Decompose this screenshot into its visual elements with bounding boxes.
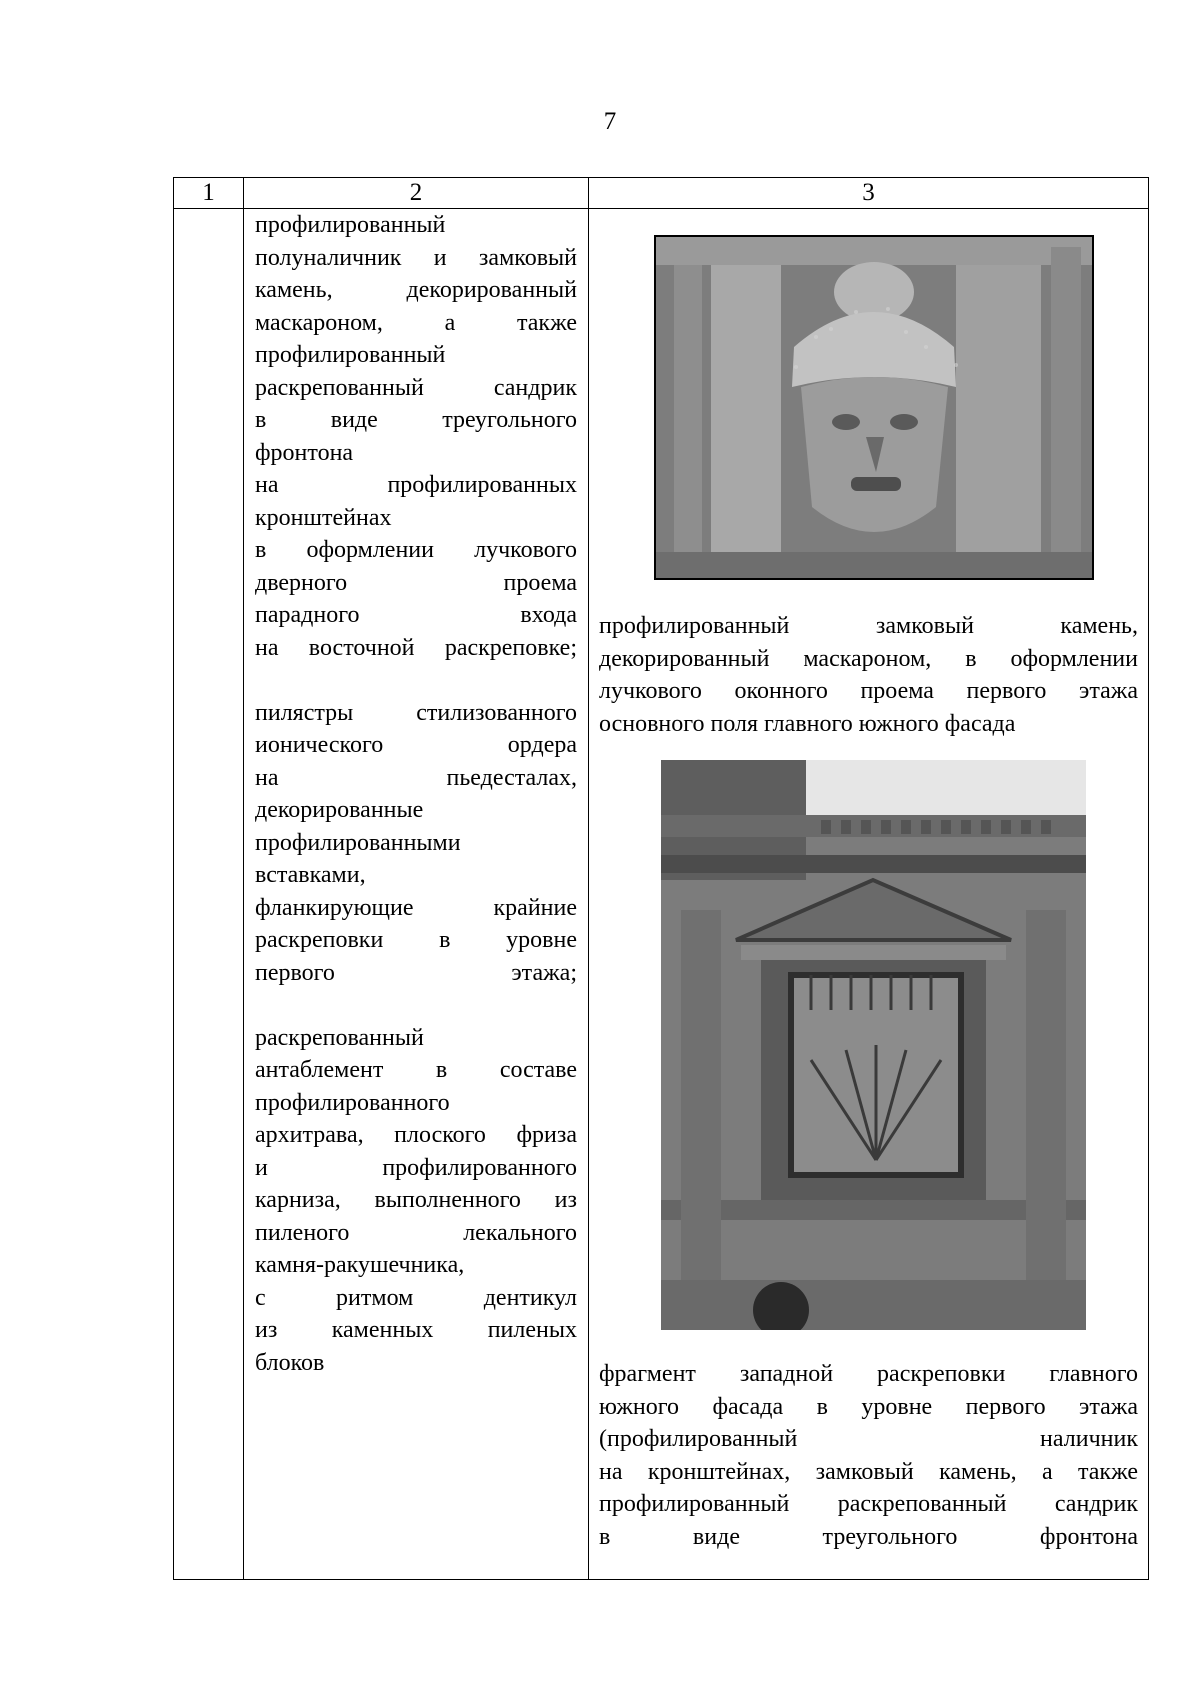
paragraph-gap	[255, 664, 577, 697]
mascaron-photo-image	[656, 237, 1092, 578]
text-line: в виде треугольного	[255, 407, 577, 433]
caption-line: профилированный замковый камень,	[599, 613, 1138, 639]
text-line: первого этажа;	[255, 959, 577, 986]
text-line: полуналичник и замковый	[255, 244, 577, 271]
text-line: из каменных пиленых	[255, 1317, 577, 1343]
west-projection-photo-caption	[599, 1358, 1138, 1553]
cell-col-3	[589, 209, 1149, 1580]
text-line: ионического ордера	[255, 732, 577, 758]
text-line: декорированные	[255, 797, 424, 823]
text-line: фланкирующие крайние	[255, 894, 577, 921]
text-line: маскароном, а также	[255, 309, 577, 336]
text-line: пилястры стилизованного	[255, 699, 577, 726]
text-line: профилированного	[255, 1089, 450, 1116]
table-header-row	[174, 178, 1149, 209]
text-line: пиленого лекального	[255, 1219, 577, 1246]
paragraph-gap	[255, 989, 577, 1022]
text-line: камень, декорированный	[255, 277, 577, 303]
caption-line: на кронштейнах, замковый камень, а также	[599, 1458, 1138, 1485]
text-line: с ритмом дентикул	[255, 1284, 577, 1311]
text-line: профилированный	[255, 342, 446, 368]
west-projection-photo	[661, 760, 1086, 1330]
text-line: архитрава, плоского фриза	[255, 1122, 577, 1148]
text-line: в оформлении лучкового	[255, 537, 577, 563]
description-paragraph	[255, 209, 577, 664]
cell-col-1	[174, 209, 244, 1580]
table-body-row	[174, 209, 1149, 1580]
text-line: раскрепованный сандрик	[255, 374, 577, 401]
text-line: фронтона	[255, 439, 354, 466]
text-line: профилированными	[255, 829, 461, 856]
description-paragraph	[255, 1022, 577, 1380]
text-line: на профилированных	[255, 472, 577, 498]
text-line: парадного входа	[255, 602, 577, 628]
caption-line: в виде треугольного фронтона	[599, 1523, 1138, 1550]
west-projection-photo-image	[661, 760, 1086, 1330]
text-line: блоков	[255, 1349, 325, 1376]
description-paragraph	[255, 697, 577, 990]
text-line: раскреповки в уровне	[255, 927, 577, 953]
text-line: на восточной раскреповке;	[255, 634, 577, 661]
header-col-2: 2	[244, 178, 589, 209]
cell-col-2	[244, 209, 589, 1580]
caption-line: (профилированный наличник	[599, 1426, 1138, 1452]
page-number: 7	[603, 108, 617, 135]
text-line: антаблемент в составе	[255, 1057, 577, 1083]
mascaron-photo-caption	[599, 610, 1138, 740]
text-line: дверного проема	[255, 569, 577, 596]
caption-line: профилированный раскрепованный сандрик	[599, 1491, 1138, 1517]
caption-line: южного фасада в уровне первого этажа	[599, 1393, 1138, 1420]
text-line: вставками,	[255, 862, 366, 888]
monument-elements-table	[173, 177, 1149, 1580]
text-line: карниза, выполненного из	[255, 1187, 577, 1213]
text-line: кронштейнах	[255, 504, 392, 531]
text-line: на пьедесталах,	[255, 764, 577, 791]
text-line: раскрепованный	[255, 1024, 424, 1051]
text-line: и профилированного	[255, 1154, 577, 1181]
caption-line: основного поля главного южного фасада	[599, 710, 1016, 737]
mascaron-keystone-photo	[654, 235, 1094, 580]
caption-line: декорированный маскароном, в оформлении	[599, 645, 1138, 672]
text-line: камня-ракушечника,	[255, 1252, 465, 1278]
caption-line: фрагмент западной раскреповки главного	[599, 1361, 1138, 1387]
header-col-3: 3	[589, 178, 1149, 209]
header-col-1: 1	[174, 178, 244, 209]
text-line: профилированный	[255, 212, 446, 238]
caption-line: лучкового оконного проема первого этажа	[599, 678, 1138, 704]
description-text	[244, 209, 588, 1379]
